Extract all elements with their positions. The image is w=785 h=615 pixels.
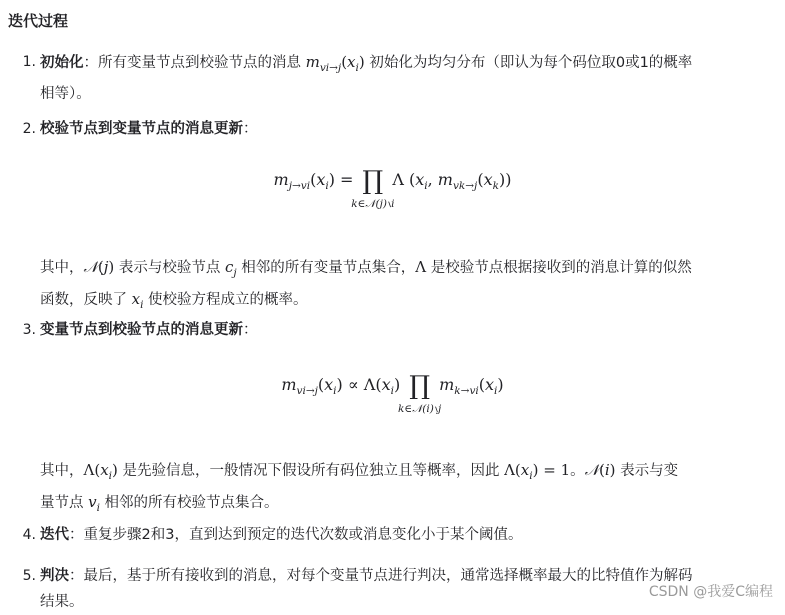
item-text: 最后，基于所有接收到的消息，对每个变量节点进行判决，通常选择概率最大的比特值作为解码: [83, 568, 693, 584]
item-text: 重复步骤2和3，直到达到预定的迭代次数或消息变化小于某个阈值。: [83, 527, 523, 543]
explanation-2: [40, 254, 775, 318]
item-text: 所有变量节点到校验节点的消息: [98, 55, 306, 71]
explanation-line: 函数，反映了 $x_i$ 使校验方程成立的概率。: [40, 290, 308, 311]
inline-math: $m_{vi\to j}(x_i)$: [305, 53, 365, 74]
product-subscript: k∈𝒩(j)∖i: [351, 198, 395, 210]
item-heading: 校验节点到变量节点的消息更新: [40, 121, 243, 137]
list-number: 3.: [22, 322, 36, 338]
item-text-after: 初始化为均匀分布（即认为每个码位取0或1的概率: [364, 55, 693, 71]
item-text-line2: 相等）。: [40, 86, 91, 102]
equation-rhs: $m_{k\to vi}(x_i)$: [439, 375, 504, 397]
item-text-line2: 结果。: [40, 594, 84, 610]
item-separator: ：: [83, 55, 98, 71]
equation-check-to-variable: [0, 166, 785, 210]
item-separator: ：: [69, 568, 84, 584]
item-separator: ：: [69, 527, 84, 543]
list-item-4: [20, 522, 775, 548]
explanation-3: [40, 457, 775, 521]
explanation-line: 量节点 $v_i$ 相邻的所有校验节点集合。: [40, 493, 279, 514]
product-operator: ∏ k∈𝒩(i)∖j: [398, 371, 442, 415]
equation-rhs: Λ ($x_i$, $m_{vk\to j}(x_k)$): [392, 170, 512, 192]
item-separator: ：: [243, 322, 258, 338]
explanation-line: 其中，𝒩(j) 表示与校验节点 $c_j$ 相邻的所有变量节点集合，Λ 是校验节点根据接收到的消息计算的似然: [40, 258, 692, 279]
list-number: 1.: [22, 54, 36, 70]
item-heading: 变量节点到校验节点的消息更新: [40, 322, 243, 338]
equation-lhs: $m_{vi\to j}(x_i) \propto \Lambda(x_i)$: [281, 375, 401, 397]
list-item-3: [20, 317, 775, 343]
item-heading: 判决: [40, 568, 69, 584]
item-separator: ：: [243, 121, 258, 137]
list-item-2: [20, 116, 775, 142]
list-number: 5.: [22, 568, 36, 584]
product-subscript: k∈𝒩(i)∖j: [398, 403, 442, 415]
list-number: 2.: [22, 121, 36, 137]
list-number: 4.: [22, 527, 36, 543]
item-heading: 迭代: [40, 527, 69, 543]
item-heading: 初始化: [40, 55, 84, 71]
section-title: 迭代过程: [8, 12, 69, 30]
watermark: CSDN @我爱C编程: [648, 584, 773, 600]
list-item-1: [20, 49, 775, 107]
equation-lhs: $m_{j\to vi}(x_i)$ =: [273, 170, 359, 192]
product-operator: ∏ k∈𝒩(j)∖i: [351, 166, 395, 210]
explanation-line: 其中，$\Lambda(x_i)$ 是先验信息，一般情况下假设所有码位独立且等概率，因此 $\Lambda(x_i) = 1$。𝒩(i) 表示与变: [40, 461, 679, 482]
equation-variable-to-check: [0, 371, 785, 415]
